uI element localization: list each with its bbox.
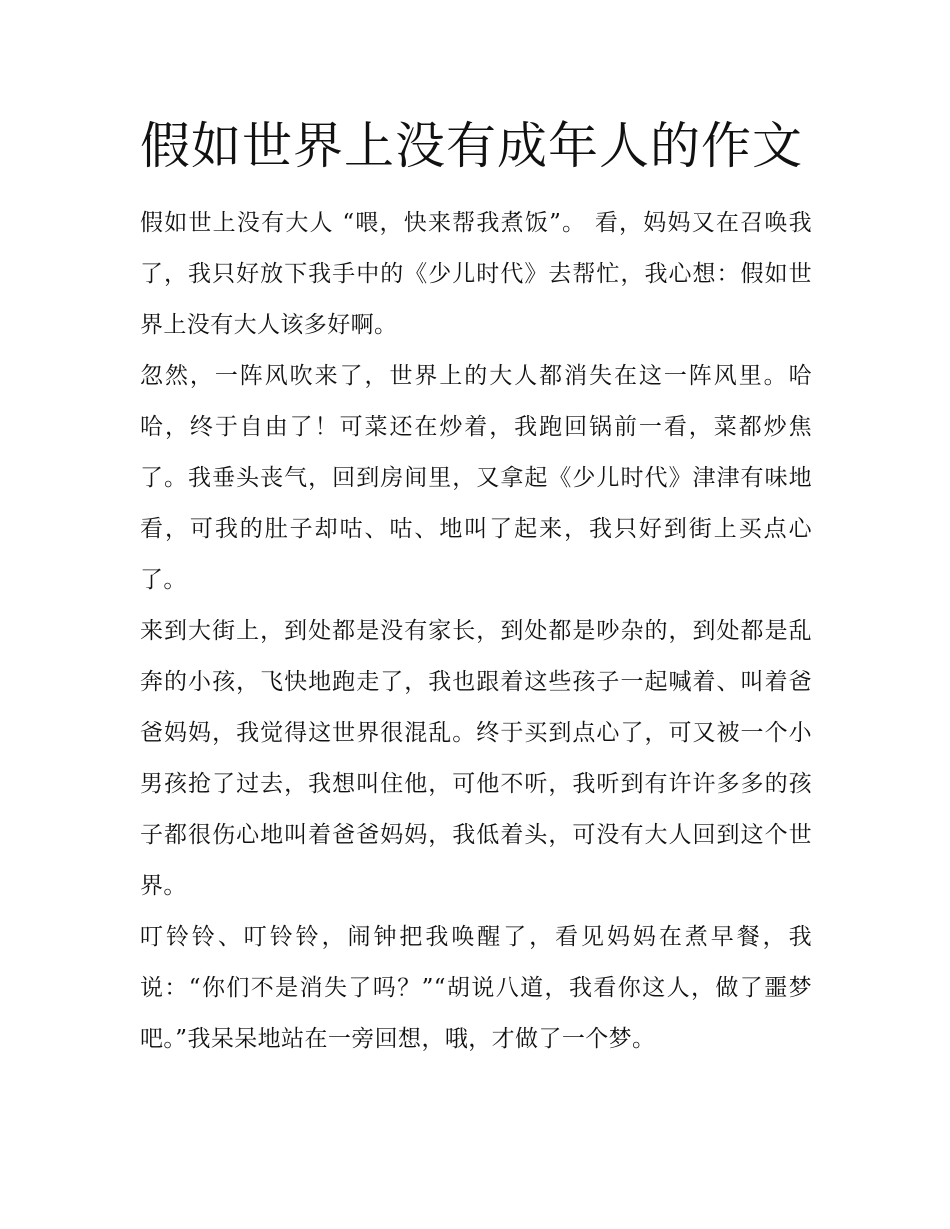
page-title: 假如世界上没有成年人的作文 [140, 117, 803, 175]
paragraph-2: 忽然，一阵风吹来了，世界上的大人都消失在这一阵风里。哈哈，终于自由了！可菜还在炒着，我跑回锅前一看，菜都炒焦了。我垂头丧气，回到房间里，又拿起《少儿时代》津津有味地看，可我的肚子却咕、咕、地叫了起来，我只好到街上买点心了。 [140, 363, 812, 593]
essay-body [140, 198, 812, 1065]
paragraph-3: 来到大街上，到处都是没有家长，到处都是吵杂的，到处都是乱奔的小孩，飞快地跑走了，我也跟着这些孩子一起喊着、叫着爸爸妈妈，我觉得这世界很混乱。终于买到点心了，可又被一个小男孩抢了过去，我想叫住他，可他不听，我听到有许许多多的孩子都很伤心地叫着爸爸妈妈，我低着头，可没有大人回到这个世界。 [140, 618, 812, 899]
paragraph-4: 叮铃铃、叮铃铃，闹钟把我唤醒了，看见妈妈在煮早餐，我说：“你们不是消失了吗？”“胡说八道，我看你这人，做了噩梦吧。”我呆呆地站在一旁回想，哦，才做了一个梦。 [140, 924, 812, 1052]
paragraph-1: 假如世上没有大人 “喂，快来帮我煮饭”。 看，妈妈又在召唤我了，我只好放下我手中的《少儿时代》去帮忙，我心想：假如世界上没有大人该多好啊。 [140, 210, 812, 338]
